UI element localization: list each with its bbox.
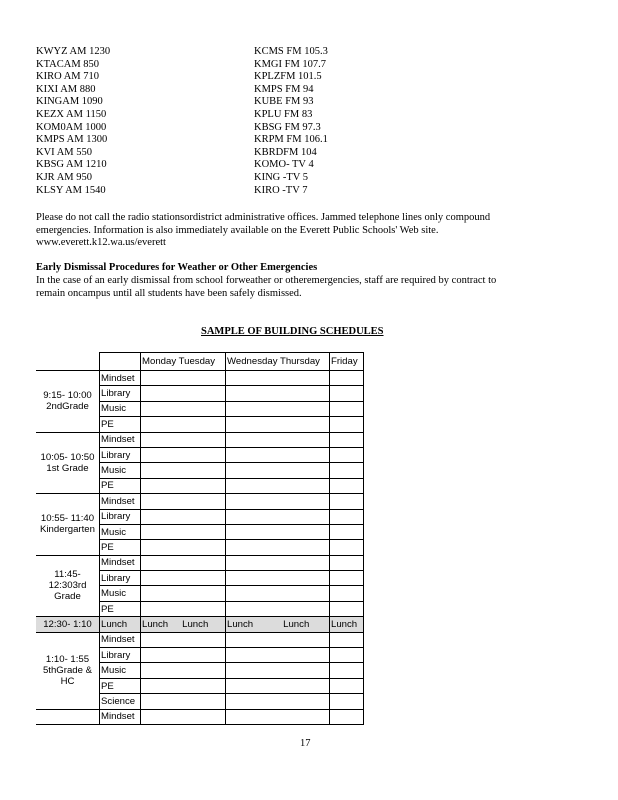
fri-cell xyxy=(330,709,364,724)
building-schedule-table xyxy=(36,352,364,725)
fri-cell xyxy=(330,417,364,432)
lunch-time-cell: 12:30- 1:10 xyxy=(36,617,100,632)
lunch-label: Lunch xyxy=(142,618,169,630)
mon-tue-cell xyxy=(141,663,226,678)
station-item: KMGI FM 107.7 xyxy=(254,58,327,70)
dismissal-line: remain oncampus until all students have been safely dismissed. xyxy=(36,287,302,299)
mon-tue-cell xyxy=(141,494,226,509)
stations-right-column xyxy=(254,46,328,197)
notice-line: Please do not call the radio stationsordistrict administrative offices. Jammed telephone lines only compound xyxy=(36,212,491,223)
activity-cell: Mindset xyxy=(100,709,141,724)
stations-left-column xyxy=(36,46,110,197)
lunch-label: Lunch xyxy=(182,618,209,630)
page-number: 17 xyxy=(300,738,311,749)
fri-cell xyxy=(330,632,364,647)
radio-station-list xyxy=(36,46,596,206)
station-item: KOM0AM 1000 xyxy=(36,121,107,133)
wed-thu-cell xyxy=(226,540,330,555)
wed-thu-cell xyxy=(226,417,330,432)
station-item: KPLZFM 101.5 xyxy=(254,71,322,83)
fri-cell xyxy=(330,586,364,601)
activity-cell: Library xyxy=(100,386,141,401)
sample-schedules-title: SAMPLE OF BUILDING SCHEDULES xyxy=(201,326,384,337)
day-header-0: Monday Tuesday xyxy=(141,353,226,371)
activity-cell: PE xyxy=(100,678,141,693)
mon-tue-cell xyxy=(141,478,226,493)
activity-cell: Music xyxy=(100,524,141,539)
day-header-2: Friday xyxy=(330,353,364,371)
lunch-activity-cell: Lunch xyxy=(100,617,141,632)
wed-thu-cell xyxy=(226,694,330,709)
wed-thu-cell xyxy=(226,478,330,493)
station-item: KRPM FM 106.1 xyxy=(254,134,328,146)
station-item: KIRO -TV 7 xyxy=(254,184,308,196)
station-item: KMPS AM 1300 xyxy=(36,134,108,146)
wed-thu-cell xyxy=(226,401,330,416)
activity-cell: Library xyxy=(100,571,141,586)
fri-cell xyxy=(330,648,364,663)
dismissal-paragraph xyxy=(36,275,576,300)
station-item: KING -TV 5 xyxy=(254,171,309,183)
mon-tue-cell xyxy=(141,694,226,709)
wed-thu-cell xyxy=(226,509,330,524)
fri-cell xyxy=(330,694,364,709)
time-slot-cell: 11:45- 12:303rd Grade xyxy=(36,555,100,617)
fri-cell xyxy=(330,678,364,693)
schedule-row xyxy=(36,371,364,386)
station-item: KCMS FM 105.3 xyxy=(254,46,328,57)
station-item: KINGAM 1090 xyxy=(36,96,103,108)
activity-cell: Music xyxy=(100,586,141,601)
fri-cell xyxy=(330,478,364,493)
activity-cell: Mindset xyxy=(100,432,141,447)
mon-tue-cell xyxy=(141,571,226,586)
fri-cell xyxy=(330,432,364,447)
station-item: KBRDFM 104 xyxy=(254,146,317,158)
mon-tue-cell xyxy=(141,648,226,663)
station-item: KOMO- TV 4 xyxy=(254,159,314,171)
activity-cell: PE xyxy=(100,478,141,493)
fri-cell xyxy=(330,663,364,678)
mon-tue-cell xyxy=(141,401,226,416)
fri-cell xyxy=(330,601,364,616)
schedule-row xyxy=(36,632,364,647)
mon-tue-cell xyxy=(141,601,226,616)
station-item: KLSY AM 1540 xyxy=(36,184,106,196)
station-item: KUBE FM 93 xyxy=(254,96,314,108)
schedule-row xyxy=(36,353,364,371)
activity-cell: Mindset xyxy=(100,632,141,647)
lunch-label: Lunch xyxy=(227,618,254,630)
mon-tue-cell xyxy=(141,386,226,401)
notice-paragraph xyxy=(36,212,576,250)
station-item: KMPS FM 94 xyxy=(254,83,314,95)
activity-cell: Library xyxy=(100,509,141,524)
activity-header-cell xyxy=(100,353,141,371)
wed-thu-cell xyxy=(226,632,330,647)
activity-cell: Mindset xyxy=(100,494,141,509)
wed-thu-cell xyxy=(226,709,330,724)
station-item: KJR AM 950 xyxy=(36,171,93,183)
lunch-wed-thu-cell xyxy=(226,617,330,632)
wed-thu-cell xyxy=(226,663,330,678)
mon-tue-cell xyxy=(141,463,226,478)
notice-line: www.everett.k12.wa.us/everett xyxy=(36,237,166,249)
wed-thu-cell xyxy=(226,447,330,462)
station-item: KIRO AM 710 xyxy=(36,71,100,83)
time-slot-cell xyxy=(36,709,100,724)
station-item: KBSG FM 97.3 xyxy=(254,121,321,133)
mon-tue-cell xyxy=(141,524,226,539)
mon-tue-cell xyxy=(141,540,226,555)
schedule-row xyxy=(36,432,364,447)
wed-thu-cell xyxy=(226,555,330,570)
fri-cell xyxy=(330,540,364,555)
schedule-row xyxy=(36,555,364,570)
wed-thu-cell xyxy=(226,386,330,401)
activity-cell: Library xyxy=(100,447,141,462)
fri-cell xyxy=(330,463,364,478)
fri-cell xyxy=(330,524,364,539)
activity-cell: PE xyxy=(100,540,141,555)
mon-tue-cell xyxy=(141,509,226,524)
dismissal-heading: Early Dismissal Procedures for Weather or Other Emergencies xyxy=(36,262,318,273)
fri-cell xyxy=(330,447,364,462)
fri-cell xyxy=(330,571,364,586)
schedule-row xyxy=(36,617,364,632)
day-header-1: Wednesday Thursday xyxy=(226,353,330,371)
wed-thu-cell xyxy=(226,571,330,586)
activity-cell: PE xyxy=(100,601,141,616)
station-item: KPLU FM 83 xyxy=(254,108,313,120)
activity-cell: Music xyxy=(100,663,141,678)
time-slot-cell: 10:55- 11:40 Kindergarten xyxy=(36,494,100,556)
activity-cell: Music xyxy=(100,401,141,416)
time-slot-cell: 10:05- 10:50 1st Grade xyxy=(36,432,100,494)
schedule-row xyxy=(36,709,364,724)
wed-thu-cell xyxy=(226,524,330,539)
fri-cell xyxy=(330,494,364,509)
station-item: KWYZ AM 1230 xyxy=(36,46,111,57)
corner-cell xyxy=(36,353,100,371)
lunch-fri-cell: Lunch xyxy=(330,617,364,632)
lunch-mon-tue-cell xyxy=(141,617,226,632)
fri-cell xyxy=(330,555,364,570)
fri-cell xyxy=(330,509,364,524)
schedule-row xyxy=(36,494,364,509)
activity-cell: Mindset xyxy=(100,371,141,386)
notice-line: emergencies. Information is also immediately available on the Everett Public Schools' Web site. xyxy=(36,224,439,236)
station-item: KEZX AM 1150 xyxy=(36,108,107,120)
station-item: KBSG AM 1210 xyxy=(36,159,107,171)
wed-thu-cell xyxy=(226,601,330,616)
mon-tue-cell xyxy=(141,447,226,462)
wed-thu-cell xyxy=(226,371,330,386)
wed-thu-cell xyxy=(226,494,330,509)
dismissal-line: In the case of an early dismissal from school forweather or otheremergencies, staff are required by contract to xyxy=(36,275,497,286)
mon-tue-cell xyxy=(141,432,226,447)
station-item: KTACAM 850 xyxy=(36,58,100,70)
activity-cell: Library xyxy=(100,648,141,663)
mon-tue-cell xyxy=(141,555,226,570)
station-item: KIXI AM 880 xyxy=(36,83,96,95)
mon-tue-cell xyxy=(141,678,226,693)
activity-cell: Music xyxy=(100,463,141,478)
mon-tue-cell xyxy=(141,371,226,386)
mon-tue-cell xyxy=(141,709,226,724)
time-slot-cell: 1:10- 1:55 5thGrade & HC xyxy=(36,632,100,709)
wed-thu-cell xyxy=(226,463,330,478)
mon-tue-cell xyxy=(141,586,226,601)
activity-cell: PE xyxy=(100,417,141,432)
wed-thu-cell xyxy=(226,432,330,447)
activity-cell: Science xyxy=(100,694,141,709)
time-slot-cell: 9:15- 10:00 2ndGrade xyxy=(36,371,100,433)
mon-tue-cell xyxy=(141,632,226,647)
lunch-label: Lunch xyxy=(283,618,310,630)
wed-thu-cell xyxy=(226,648,330,663)
fri-cell xyxy=(330,386,364,401)
activity-cell: Mindset xyxy=(100,555,141,570)
fri-cell xyxy=(330,371,364,386)
mon-tue-cell xyxy=(141,417,226,432)
wed-thu-cell xyxy=(226,586,330,601)
wed-thu-cell xyxy=(226,678,330,693)
fri-cell xyxy=(330,401,364,416)
station-item: KVI AM 550 xyxy=(36,146,93,158)
